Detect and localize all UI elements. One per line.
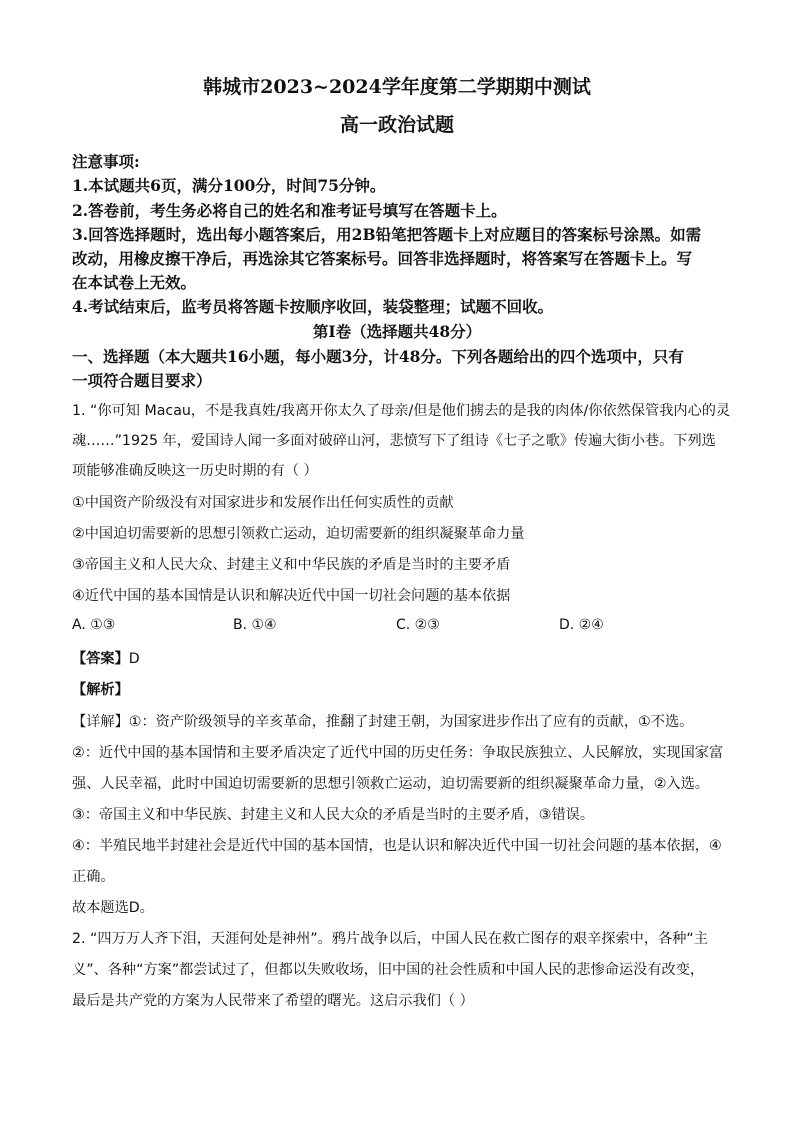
q1-stem: 1. “你可知 Macau，不是我真姓/我离开你太久了母亲/但是他们掳去的是我的肉体/你依然保管我内心的灵	[72, 403, 731, 419]
notice-item: 改动，用橡皮擦干净后，再选涂其它答案标号。回答非选择题时，将答案写在答题卡上。写	[72, 249, 693, 268]
q1-statement: ④近代中国的基本国情是认识和解决近代中国一切社会问题的基本依据	[72, 588, 511, 604]
q1-analysis-line: 正确。	[72, 869, 115, 885]
q2-stem: 义”、各种“方案”都尝试过了，但都以失败收场，旧中国的社会性质和中国人民的悲惨命运没有改变，	[72, 962, 705, 978]
notice-item: 3.回答选择题时，选出每小题答案后，用2B铅笔把答题卡上对应题目的答案标号涂黑。如需	[72, 225, 702, 244]
q1-analysis-line: ③：帝国主义和中华民族、封建主义和人民大众的矛盾是当时的主要矛盾，③错误。	[72, 807, 595, 823]
volume-title: 第Ⅰ卷（选择题共48分）	[312, 322, 482, 341]
q1-option-c: C. ②③	[396, 617, 440, 633]
q1-analysis-line: ④：半殖民地半封建社会是近代中国的基本国情，也是认识和解决近代中国一切社会问题的基本依据，④	[72, 838, 722, 854]
q1-statement: ②中国迫切需要新的思想引领救亡运动，迫切需要新的组织凝聚革命力量	[72, 526, 525, 542]
exam-subtitle: 高一政治试题	[339, 114, 454, 136]
notice-item: 在本试卷上无效。	[72, 273, 197, 292]
notice-item: 4.考试结束后，监考员将答题卡按顺序收回，装袋整理；试题不回收。	[72, 297, 554, 316]
exam-title: 韩城市2023~2024学年度第二学期期中测试	[203, 76, 591, 98]
answer-label: 【答案】	[72, 651, 129, 667]
q1-analysis-line: 【详解】①：资产阶级领导的辛亥革命，推翻了封建王朝，为国家进步作出了应有的贡献，①不选。	[72, 714, 694, 730]
notice-heading: 注意事项:	[72, 152, 140, 171]
q2-stem: 2. “四万万人齐下泪，天涯何处是神州”。鸦片战争以后，中国人民在救亡图存的艰辛探索中，各种“主	[72, 931, 708, 947]
q1-analysis-line: 强、人民幸福，此时中国迫切需要新的思想引领救亡运动，迫切需要新的组织凝聚革命力量，②入选。	[72, 776, 709, 792]
notice-item: 2.答卷前，考生务必将自己的姓名和准考证号填写在答题卡上。	[72, 201, 507, 220]
q1-statement: ③帝国主义和人民大众、封建主义和中华民族的矛盾是当时的主要矛盾	[72, 557, 511, 573]
q1-option-d: D. ②④	[559, 617, 604, 633]
section-heading: 一项符合题目要求）	[72, 371, 212, 390]
q1-option-b: B. ①④	[233, 617, 277, 633]
q1-option-a: A. ①③	[72, 617, 116, 633]
q1-analysis-line: 故本题选D。	[72, 900, 154, 916]
q1-stem: 项能够准确反映这一历史时期的有（ ）	[72, 463, 318, 479]
analysis-label: 【解析】	[72, 682, 129, 698]
q1-answer	[72, 648, 732, 668]
q1-analysis-line: ②：近代中国的基本国情和主要矛盾决定了近代中国的历史任务：争取民族独立、人民解放，实现国家富	[72, 745, 724, 761]
q1-statement: ①中国资产阶级没有对国家进步和发展作出任何实质性的贡献	[72, 495, 454, 511]
answer-value: D	[128, 651, 140, 667]
q1-stem: 魂……”1925 年，爱国诗人闻一多面对破碎山河，悲愤写下了组诗《七子之歌》传遍大街小巷。下列选	[72, 433, 716, 449]
section-heading: 一、选择题（本大题共16小题，每小题3分，计48分。下列各题给出的四个选项中，只有	[72, 347, 684, 366]
notice-item: 1.本试题共6页，满分100分，时间75分钟。	[72, 176, 386, 195]
q2-stem: 最后是共产党的方案为人民带来了希望的曙光。这启示我们（ ）	[72, 993, 474, 1009]
